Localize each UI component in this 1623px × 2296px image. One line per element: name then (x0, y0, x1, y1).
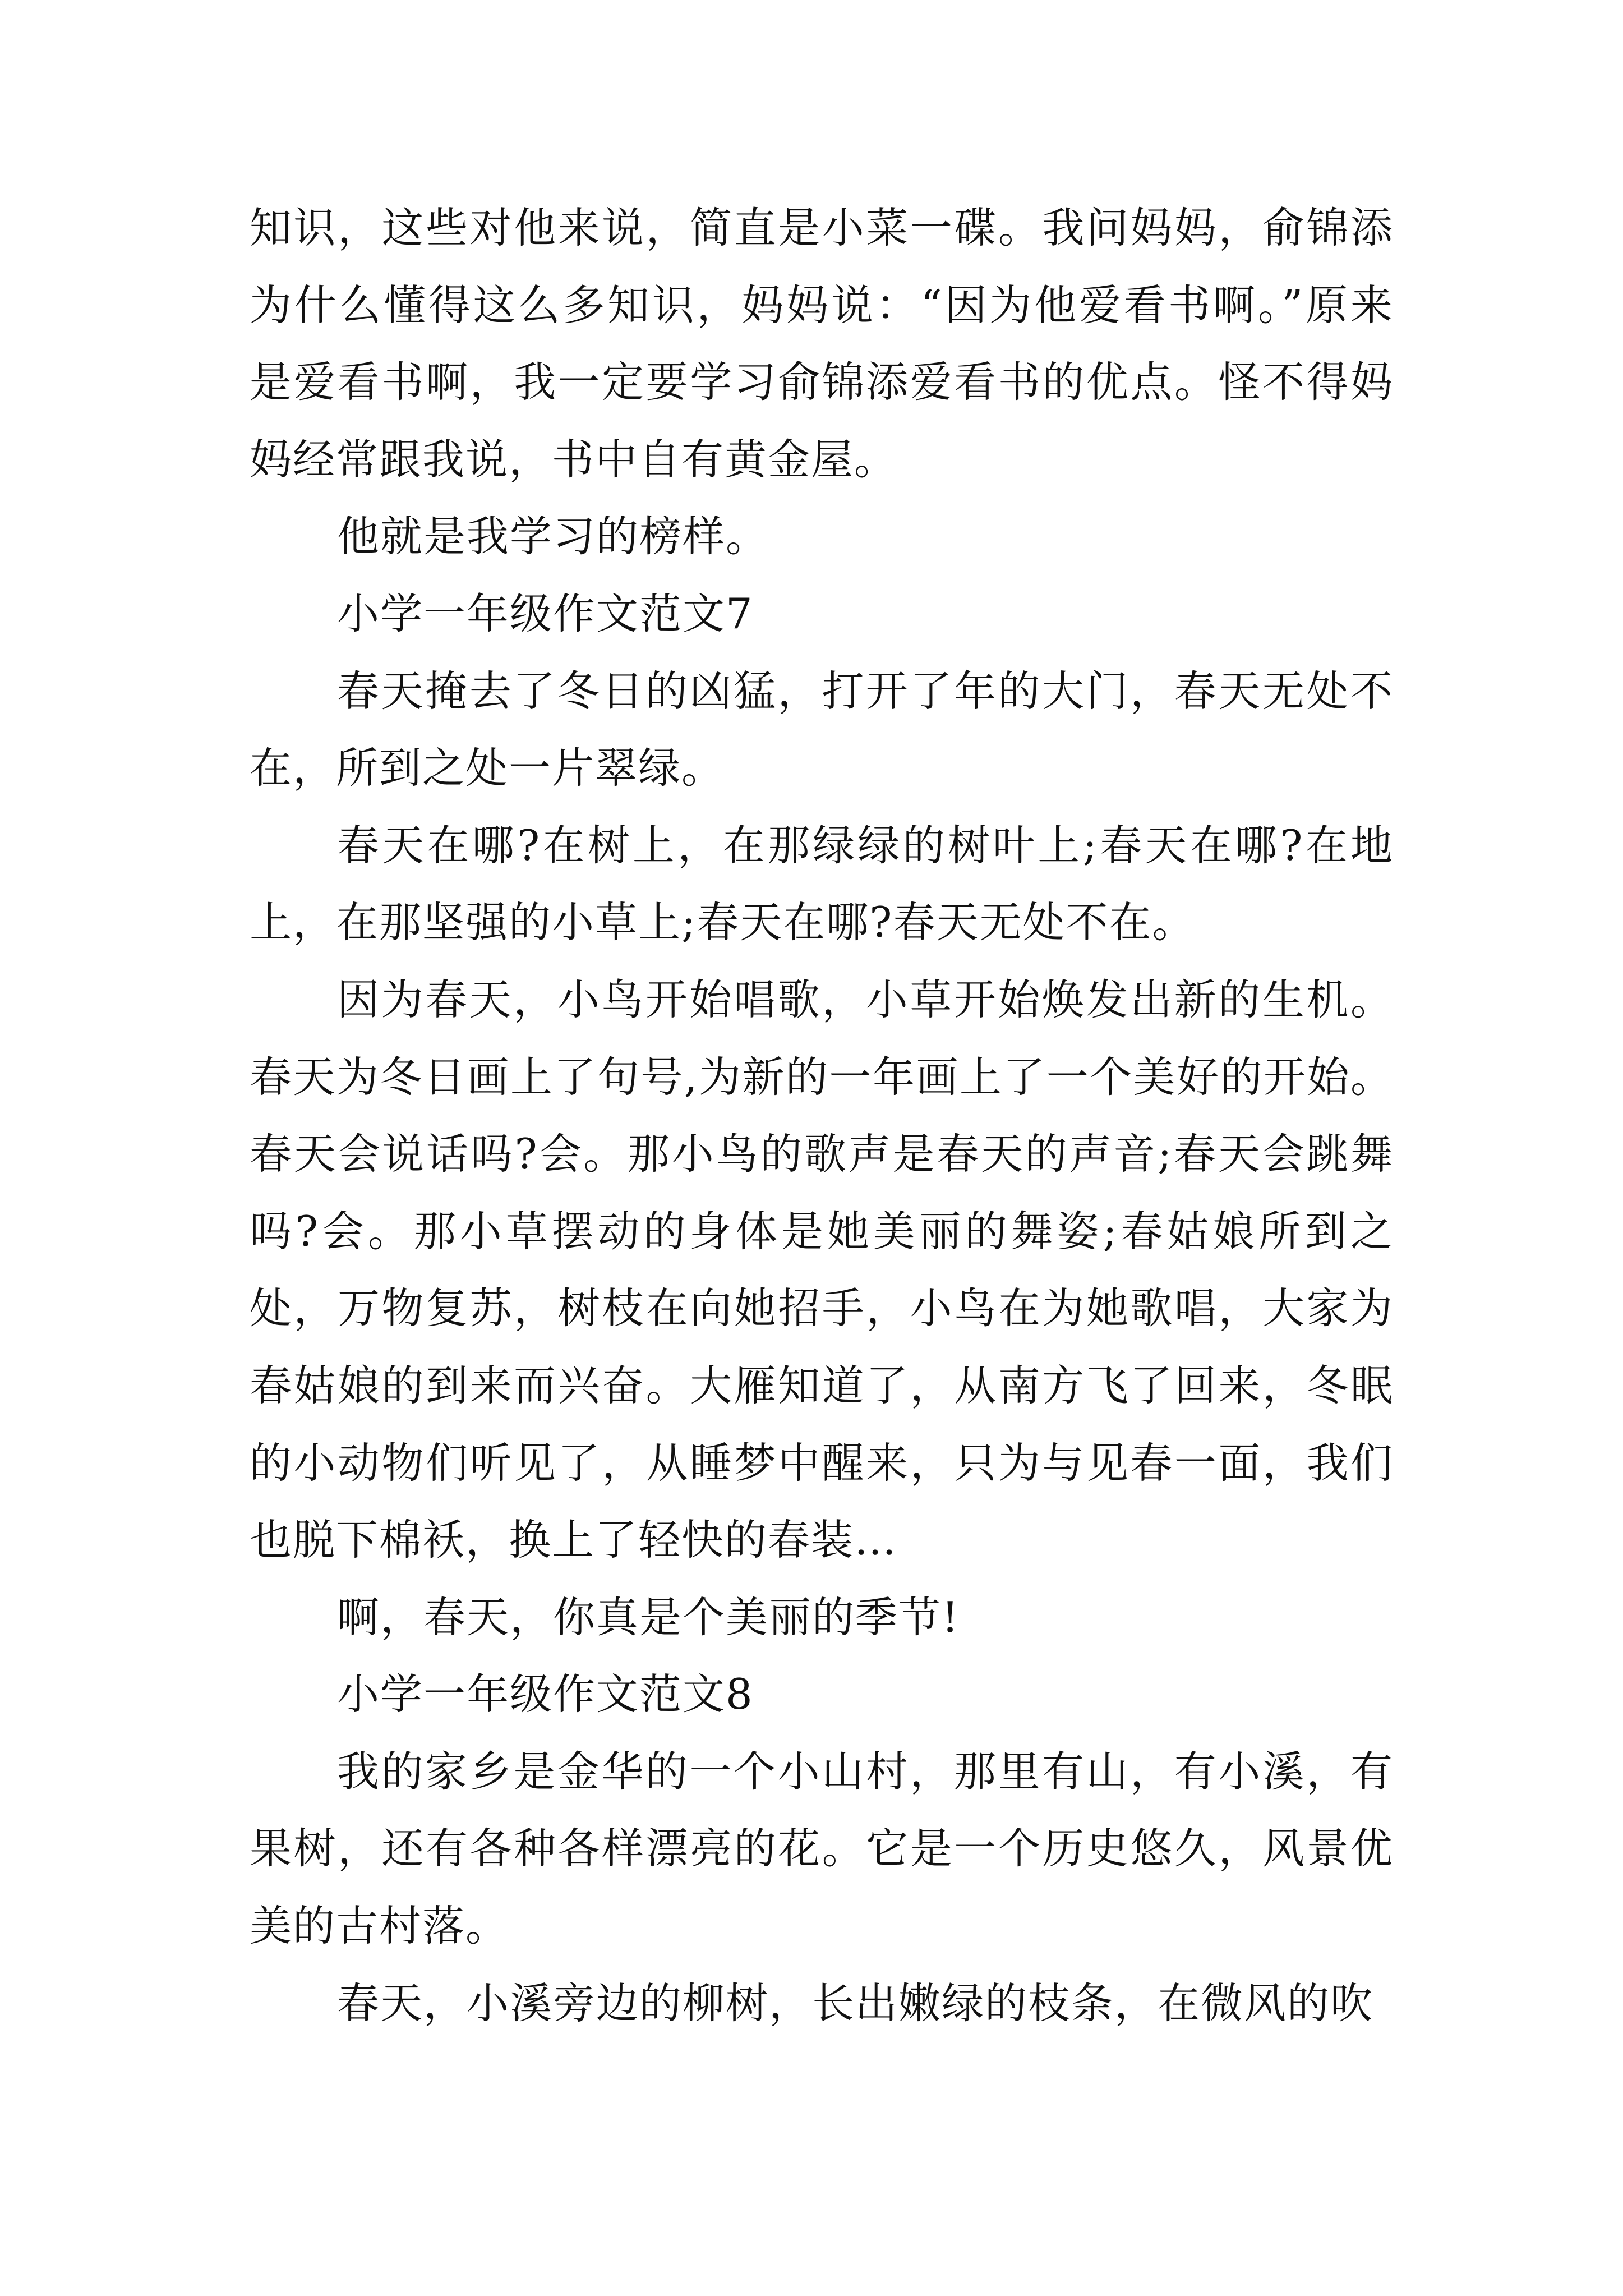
paragraph-spring-intro: 春天掩去了冬日的凶猛，打开了年的大门，春天无处不在，所到之处一片翠绿。 (250, 666, 1394, 793)
paragraph-role-model: 他就是我学习的榜样。 (337, 512, 769, 562)
paragraph-spring-closing: 啊，春天，你真是个美丽的季节! (337, 1592, 960, 1642)
body-text (250, 190, 1394, 2042)
essay-heading-8: 小学一年级作文范文8 (337, 1669, 754, 1719)
paragraph-continuation: 知识，这些对他来说，简直是小菜一碟。我问妈妈，俞锦添为什么懂得这么多知识，妈妈说：“因为他爱看书啊。”原来是爱看书啊，我一定要学习俞锦添爱看书的优点。怪不得妈妈经常跟我说，书中自有黄金屋。 (250, 203, 1394, 484)
essay-heading-7: 小学一年级作文范文7 (337, 588, 754, 638)
paragraph-spring-where: 春天在哪?在树上，在那绿绿的树叶上;春天在哪?在地上，在那坚强的小草上;春天在哪?春天无处不在。 (250, 820, 1394, 947)
paragraph-spring-because: 因为春天，小鸟开始唱歌，小草开始焕发出新的生机。春天为冬日画上了句号,为新的一年画上了一个美好的开始。春天会说话吗?会。那小鸟的歌声是春天的声音;春天会跳舞吗?会。那小草摆动的身体是她美丽的舞姿;春姑娘所到之处，万物复苏，树枝在向她招手，小鸟在为她歌唱，大家为春姑娘的到来而兴奋。大雁知道了，从南方飞了回来，冬眠的小动物们听见了，从睡梦中醒来，只为与见春一面，我们也脱下棉袄，换上了轻快的春装… (250, 974, 1394, 1565)
paragraph-hometown: 我的家乡是金华的一个小山村，那里有山，有小溪，有果树，还有各种各样漂亮的花。它是一个历史悠久，风景优美的古村落。 (250, 1746, 1394, 1951)
paragraph-spring-willow: 春天，小溪旁边的柳树，长出嫩绿的枝条，在微风的吹 (337, 1978, 1374, 2028)
